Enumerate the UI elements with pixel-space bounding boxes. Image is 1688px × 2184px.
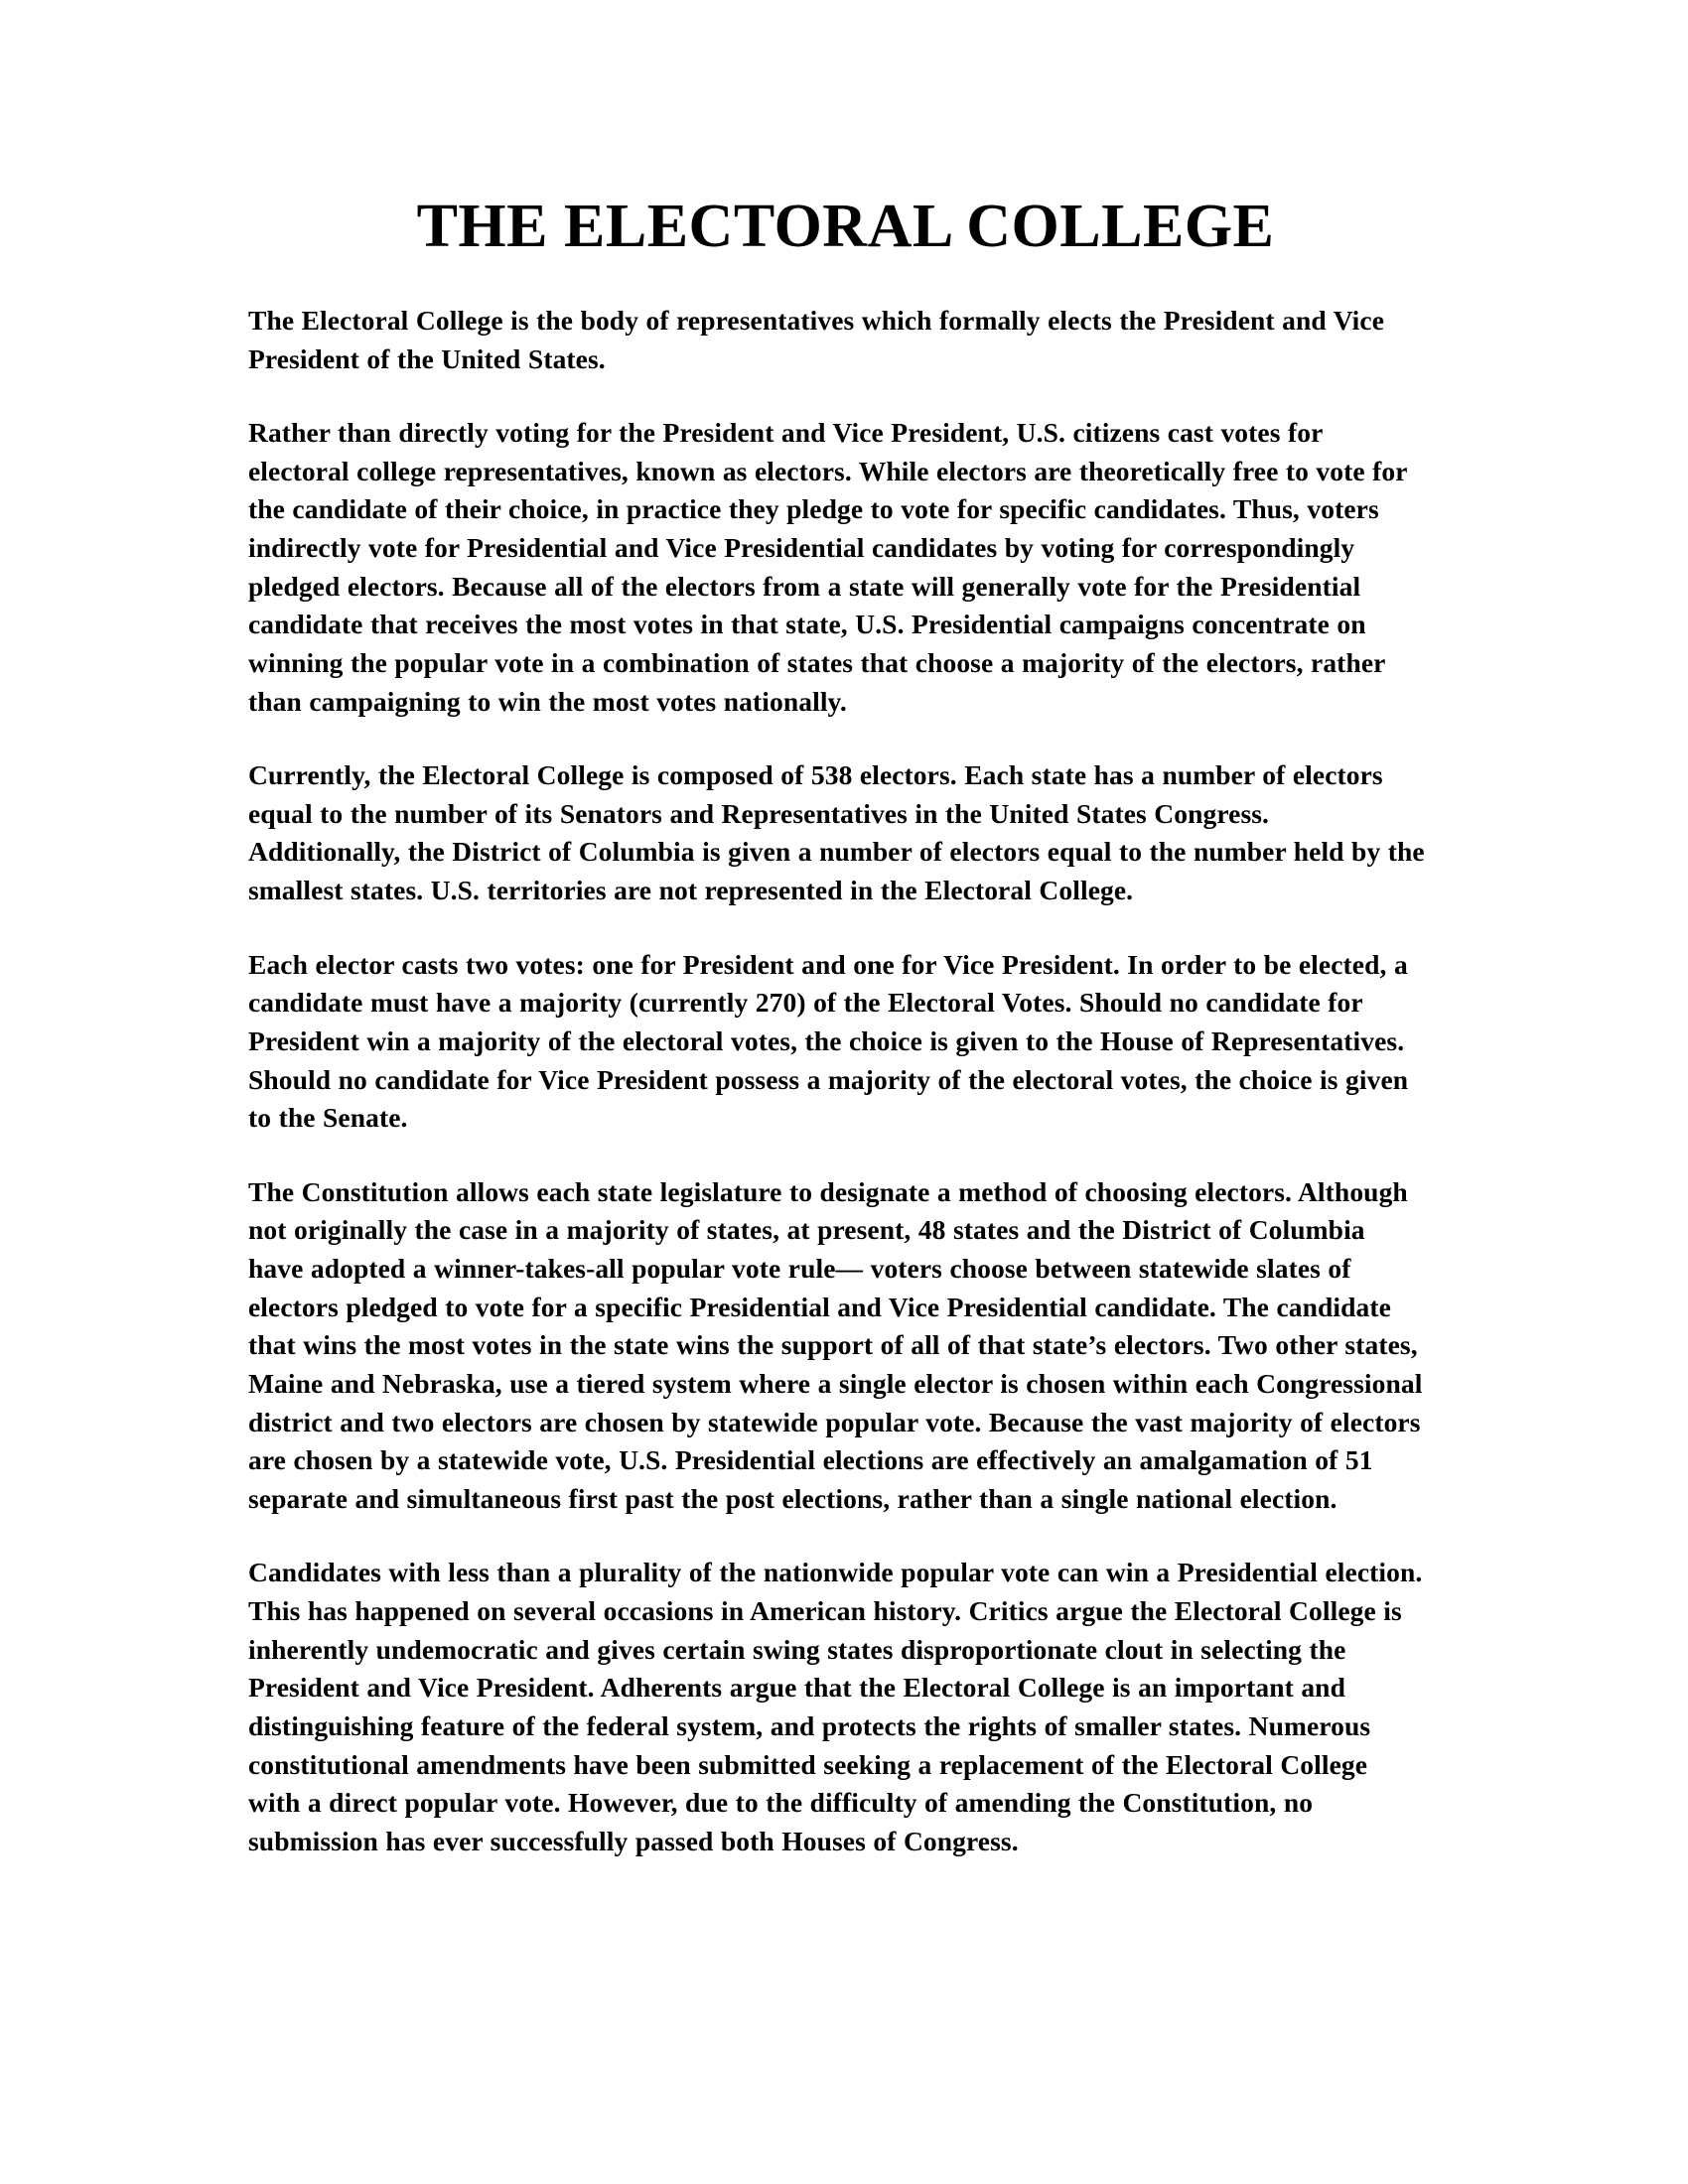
paragraph-elector-votes: Each elector casts two votes: one for President and one for Vice President. In order to be elected, a candidate must have a majority (currently 270) of the Electoral Votes. Should no candidate for President win a majority of the electoral votes, the choice is given to the House of Representatives. Should no candidate for Vice President possess a majority of the electoral votes, the choice is given to the Senate. [248, 948, 1409, 1134]
paragraph-elector-count: Currently, the Electoral College is composed of 538 electors. Each state has a number of electors equal to the number of its Senators and Representatives in the United States Congress. Additionally, the District of Columbia is given a number of electors equal to the number held by the smallest states. U.S. territories are not represented in the Electoral College. [248, 759, 1425, 906]
paragraph-criticism: Candidates with less than a plurality of the nationwide popular vote can win a Presidential election. This has happened on several occasions in American history. Critics argue the Electoral College is inherently undemocratic and gives certain swing states disproportionate clout in selecting the President and Vice President. Adherents argue that the Electoral College is an important and distinguishing feature of the federal system, and protects the rights of smaller states. Numerous constitutional amendments have been submitted seeking a replacement of the Electoral College with a direct popular vote. However, due to the difficulty of amending the Constitution, no submission has ever successfully passed both Houses of Congress. [248, 1557, 1423, 1856]
paragraph-constitution: The Constitution allows each state legislature to designate a method of choosing electors. Although not originally the case in a majority of states, at present, 48 states and the District of Columbia have adopted a winner-takes-all popular vote rule— voters choose between statewide slates of electors pledged to vote for a specific Presidential and Vice Presidential candidate. The candidate that wins the most votes in the state wins the support of all of that state’s electors. Two other states, Maine and Nebraska, use a tiered system where a single elector is chosen within each Congressional district and two electors are chosen by statewide popular vote. Because the vast majority of electors are chosen by a statewide vote, U.S. Presidential elections are effectively an amalgamation of 51 separate and simultaneous first past the post elections, rather than a single national election. [248, 1175, 1423, 1514]
document-body [248, 302, 1425, 1861]
page-title: THE ELECTORAL COLLEGE [416, 193, 1275, 260]
paragraph-voting-process: Rather than directly voting for the President and Vice President, U.S. citizens cast votes for electoral college representatives, known as electors. While electors are theoretically free to vote for the candidate of their choice, in practice they pledge to vote for specific candidates. Thus, voters indirectly vote for Presidential and Vice Presidential candidates by voting for correspondingly pledged electors. Because all of the electors from a state will generally vote for the Presidential candidate that receives the most votes in that state, U.S. Presidential campaigns concentrate on winning the popular vote in a combination of states that choose a majority of the electors, rather than campaigning to win the most votes nationally. [248, 417, 1408, 717]
paragraph-intro: The Electoral College is the body of representatives which formally elects the President and Vice President of the United States. [248, 304, 1385, 374]
